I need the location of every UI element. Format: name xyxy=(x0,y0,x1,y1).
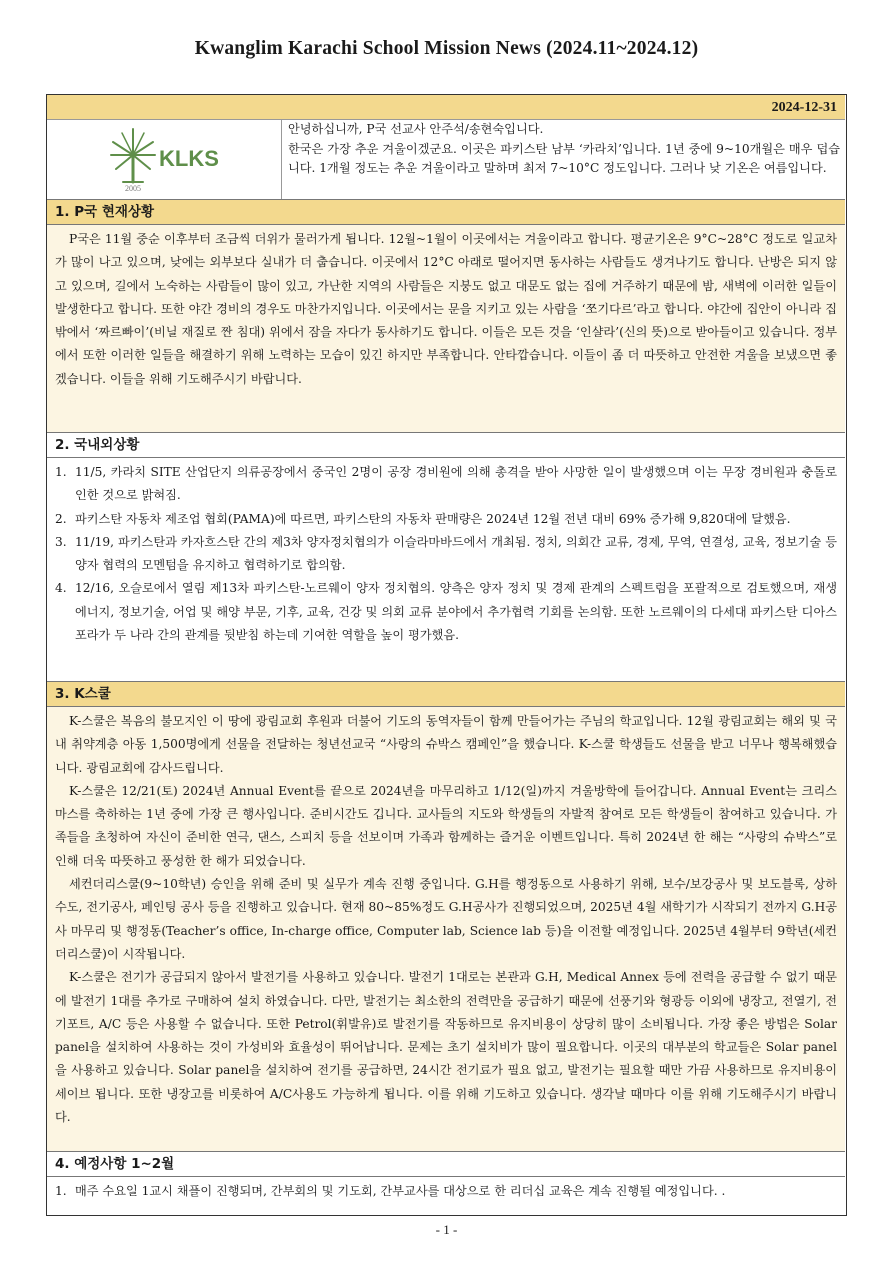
list-item: 4. 12/16, 오슬로에서 열림 제13차 파키스탄-노르웨이 양자 정치협의. 양측은 양자 정치 및 경제 관계의 스펙트럼을 포괄적으로 검토했으며, 재생 에너지, 정보기술, 어업 및 해양 부문, 기후, 교육, 건강 및 의회 교류 분야에서 추가협력 기회를 논의함. 또한 노르웨이의 다세대 파키스탄 디아스포라가 두 나라 간의 관계를 뒷받침 하는데 기여한 역할을 높이 평가했음. xyxy=(55,581,837,643)
list-item: 3. 11/19, 파키스탄과 카자흐스탄 간의 제3차 양자정치협의가 이슬라마바드에서 개최됨. 정치, 의회간 교류, 경제, 무역, 연결성, 교육, 정보기술 등 양자 협력의 모멘텀을 유지하고 협력하기로 합의함. xyxy=(55,534,837,573)
section-3-paragraph: K-스쿨은 전기가 공급되지 않아서 발전기를 사용하고 있습니다. 발전기 1대로는 본관과 G.H, Medical Annex 등에 전력을 공급할 수 없기 때문에 발전기 1대를 추가로 구매하여 설치 하였습니다. 다만, 발전기는 최소한의 전력만을 공급하기 때문에 선풍기와 형광등 이외에 냉장고, 전열기, 전기포트, A/C 등은 사용할 수 없습니다. 또한 Petrol(휘발유)로 발전기를 작동하므로 유지비용이 상당히 많이 소비됩니다. 가장 좋은 방법은 Solar panel을 설치하여 사용하는 것이 가성비와 효율성이 뛰어납니다. 문제는 초기 설치비가 많이 필요합니다. 이곳의 대부분의 학교들은 Solar panel을 사용하고 있습니다. Solar panel을 설치하여 전기를 공급하면, 24시간 전기료가 필요 없고, 발전기는 필요할 때만 가끔 사용하므로 유지비용이 세이브 됩니다. 또한 냉장고를 비롯하여 A/C사용도 가능하게 됩니다. 이를 위해 기도하고 있습니다. 생각날 때마다 이를 위해 기도해주시기 바랍니다. xyxy=(55,970,837,1125)
page-number: - 1 - xyxy=(435,1222,458,1237)
section-1-body xyxy=(47,225,845,432)
intro-paragraph: 한국은 가장 추운 겨울이겠군요. 이곳은 파키스탄 남부 ‘카라치’입니다. 1년 중에 9~10개월은 매우 덥습니다. 1개월 정도는 추운 겨울이라고 말하며 최저 7~10°C 정도입니다. 그러나 낮 기온은 여름입니다. xyxy=(288,141,840,176)
palm-tree-icon xyxy=(111,129,155,182)
section-1-paragraph: P국은 11월 중순 이후부터 조금씩 더위가 물러가게 됩니다. 12월~1월이 이곳에서는 겨울이라고 합니다. 평균기온은 9°C~28°C 정도로 일교차가 많이 나고 있으며, 낮에는 외부보다 실내가 더 춥습니다. 이곳에서 12°C 아래로 떨어지면 동사하는 사람들도 생겨나기도 합니다. 난방은 되지 않고 있으며, 길에서 노숙하는 사람들이 많이 있고, 가난한 지역의 사람들은 지붕도 없고 대문도 없는 집에 거주하기 때문에 밤, 새벽에 이러한 일들이 발생한다고 합니다. 또한 야간 경비의 경우도 마찬가지입니다. 이곳에서는 문을 지키고 있는 사람을 ‘쪼기다르’라고 합니다. 야간에 집안이 아니라 집 밖에서 ‘짜르빠이’(비닐 재질로 짠 침대) 위에서 잠을 자다가 동사하기도 합니다. 이들은 모든 것을 ‘인샬라’(신의 뜻)으로 받아들이고 있습니다. 정부에서 또한 이러한 일들을 해결하기 위해 노력하는 모습이 있긴 하지만 부족합니다. 안타깝습니다. 이들이 좀 더 따뜻하고 안전한 겨울을 보냈으면 좋겠습니다. 이들을 위해 기도해주시기 바랍니다. xyxy=(55,232,837,386)
newsletter-frame xyxy=(46,94,847,1216)
list-item: 2. 파키스탄 자동차 제조업 협회(PAMA)에 따르면, 파키스탄의 자동차 판매량은 2024년 12월 전년 대비 69% 증가해 9,820대에 달했음. xyxy=(55,511,791,526)
section-3-heading: 3. K스쿨 xyxy=(47,681,845,707)
section-2-body xyxy=(47,458,845,681)
news-list xyxy=(55,461,837,647)
intro-line: 안녕하십니까, P국 선교사 안주석/송현숙입니다. xyxy=(288,122,544,136)
schedule-list xyxy=(55,1180,837,1203)
list-item: 1. 11/5, 카라치 SITE 산업단지 의류공장에서 중국인 2명이 공장 경비원에 의해 총격을 받아 사망한 일이 발생했으며 이는 무장 경비원과 충돌로 인한 것으로 밝혀짐. xyxy=(55,465,837,503)
newsletter-title: Kwanglim Karachi School Mission News (2024.11~2024.12) xyxy=(194,38,699,59)
section-3-body xyxy=(47,707,845,1151)
klks-logo xyxy=(109,126,221,192)
intro-greeting xyxy=(288,120,840,179)
issue-date: 2024-12-31 xyxy=(47,95,845,120)
section-3-paragraph: K-스쿨은 복음의 불모지인 이 땅에 광림교회 후원과 더불어 기도의 동역자들이 함께 만들어가는 주님의 학교입니다. 12월 광림교회는 해외 및 국내 취약계층 아동 1,500명에게 선물을 전달하는 청년선교국 “사랑의 슈박스 캠페인”을 했습니다. K-스쿨 학생들도 선물을 받고 너무나 행복해했습니다. 광림교회에 감사드립니다. xyxy=(55,714,837,775)
section-4-body xyxy=(47,1177,845,1215)
section-1-heading: 1. P국 현재상황 xyxy=(47,199,845,225)
logo-text: KLKS xyxy=(159,146,219,171)
list-item: 1. 매주 수요일 1교시 채플이 진행되며, 간부회의 및 기도회, 간부교사를 대상으로 한 리더십 교육은 계속 진행될 예정입니다. . xyxy=(55,1184,726,1198)
section-2-heading: 2. 국내외상황 xyxy=(47,432,845,458)
logo-cell xyxy=(47,120,282,199)
section-4-heading: 4. 예정사항 1~2월 xyxy=(47,1151,845,1177)
logo-year: 2005 xyxy=(125,184,141,192)
section-3-paragraph: K-스쿨은 12/21(토) 2024년 Annual Event를 끝으로 2024년을 마무리하고 1/12(일)까지 겨울방학에 들어갑니다. Annual Event는 크리스마스를 축하하는 1년 중에 가장 큰 행사입니다. 준비시간도 깁니다. 교사들의 지도와 학생들의 자발적 참여로 모든 학생들이 참여하고 있습니다. 가족들을 초청하여 자신이 준비한 연극, 댄스, 스피치 등을 선보이며 가족과 함께하는 즐거운 이벤트입니다. 특히 2024년 한 해는 “사랑의 슈박스”로 인해 더욱 따뜻하고 풍성한 한 해가 되었습니다. xyxy=(55,783,837,868)
section-3-paragraph: 세컨더리스쿨(9~10학년) 승인을 위해 준비 및 실무가 계속 진행 중입니다. G.H를 행정동으로 사용하기 위해, 보수/보강공사 및 보도블록, 상하수도, 전기공사, 페인팅 공사 등을 진행하고 있습니다. 현재 80~85%정도 G.H공사가 진행되었으며, 2025년 4월 새학기가 시작되기 전까지 G.H공사 마무리 및 행정동(Teacher’s office, In-charge office, Computer lab, Science lab 등)을 이전할 예정입니다. 2025년 4월부터 9학년(세컨더리스쿨)이 시작됩니다. xyxy=(55,877,837,961)
